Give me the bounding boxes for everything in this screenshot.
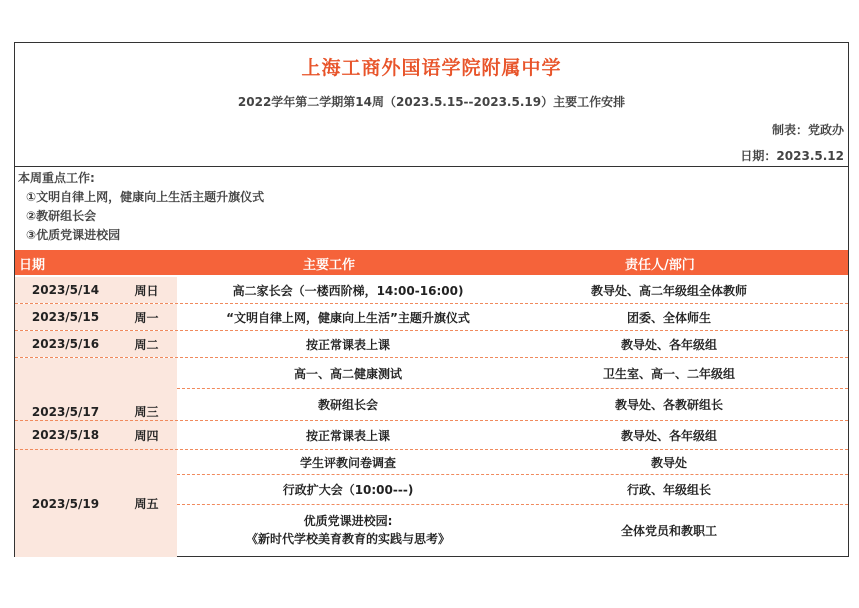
row-date: 2023/5/15: [15, 304, 116, 330]
row-resp: 全体党员和教职工: [620, 523, 717, 538]
focus-item: ③优质党课进校园: [26, 228, 121, 242]
row-resp: 教导处、各教研组长: [614, 397, 723, 412]
row-resp: 教导处: [650, 455, 687, 470]
row-day: 周五: [116, 450, 177, 557]
row-work: 教研组长会: [317, 397, 378, 412]
row-resp: 教导处、各年级组: [620, 337, 717, 352]
row-resp: 团委、全体师生: [626, 310, 711, 325]
row-day: 周一: [116, 304, 177, 330]
row-date: 2023/5/16: [15, 331, 116, 357]
row-date: 2023/5/14: [15, 277, 116, 303]
row-day: 周日: [116, 277, 177, 303]
maker-label: 制表：党政办: [771, 123, 844, 137]
focus-item: ①文明自律上网，健康向上生活主题升旗仪式: [26, 190, 265, 204]
col-resp: 责任人/部门: [625, 258, 695, 273]
col-work: 主要工作: [303, 258, 356, 273]
schedule-sheet: [14, 42, 849, 557]
row-work: 高二家长会（一楼西阶梯，14:00-16:00): [232, 283, 464, 298]
row-resp: 教导处、高二年级组全体教师: [590, 283, 747, 298]
page-title: 上海工商外国语学院附属中学: [301, 57, 562, 79]
table-header: [15, 250, 848, 275]
row-resp: 行政、年级组长: [626, 482, 711, 497]
issue-date: 日期：2023.5.12: [740, 149, 844, 163]
row-date: 2023/5/17: [15, 358, 116, 465]
row-day: 周三: [116, 358, 177, 465]
row-day: 周四: [116, 421, 177, 449]
row-work: 按正常课表上课: [305, 337, 390, 352]
row-resp: 教导处、各年级组: [620, 428, 717, 443]
row-resp: 卫生室、高一、二年级组: [602, 366, 735, 381]
focus-heading: 本周重点工作:: [18, 171, 95, 185]
row-date: 2023/5/19: [15, 450, 116, 557]
row-date: 2023/5/18: [15, 421, 116, 449]
work-line: 优质党课进校园:: [303, 514, 393, 528]
row-work: 高一、高二健康测试: [293, 366, 402, 381]
row-work: 行政扩大会（10:00---): [282, 482, 414, 497]
row-work: 按正常课表上课: [305, 428, 390, 443]
weekly-focus: [18, 169, 264, 245]
row-day: 周二: [116, 331, 177, 357]
row-work: 学生评教问卷调查: [299, 455, 396, 470]
row-work: [177, 505, 519, 555]
divider: [15, 166, 848, 167]
work-line: 《新时代学校美育教育的实践与思考》: [245, 532, 450, 546]
row-work: “文明自律上网，健康向上生活”主题升旗仪式: [226, 310, 470, 325]
page-subtitle: 2022学年第二学期第14周（2023.5.15--2023.5.19）主要工作安排: [237, 95, 626, 109]
col-date: 日期: [19, 258, 46, 273]
focus-item: ②教研组长会: [26, 209, 97, 223]
